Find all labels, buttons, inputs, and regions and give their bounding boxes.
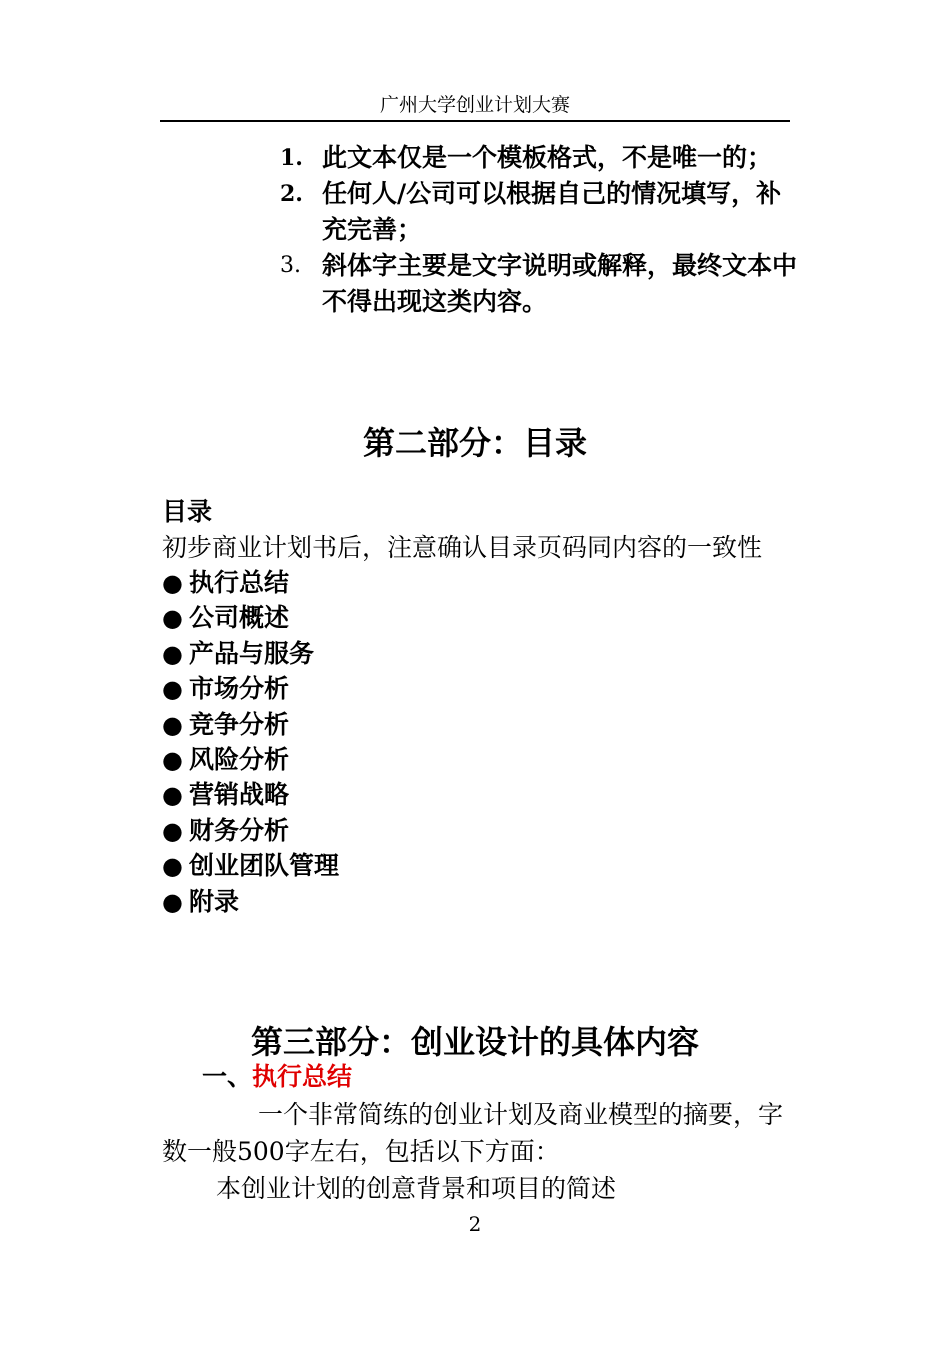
part3-title: 第三部分：创业设计的具体内容 — [250, 1023, 699, 1061]
toc-item-label: 公司概述 — [189, 603, 290, 633]
section-heading — [202, 1060, 352, 1094]
toc-item — [162, 671, 802, 706]
part2-title: 第二部分：目录 — [362, 424, 587, 462]
paragraph: 一个非常简练的创业计划及商业模型的摘要，字数一般500字左右，包括以下方面： — [162, 1100, 784, 1166]
paragraph: 本创业计划的创意背景和项目的简述 — [216, 1174, 617, 1203]
toc-item-label: 创业团队管理 — [189, 851, 340, 881]
toc-item-label: 执行总结 — [189, 568, 290, 597]
toc-item-label: 产品与服务 — [189, 638, 315, 668]
bullet-icon: ● — [162, 851, 183, 881]
note-number: 3. — [280, 253, 301, 278]
toc-title: 目录 — [162, 497, 213, 526]
toc-item-label: 营销战略 — [189, 780, 290, 810]
bullet-icon: ● — [162, 815, 183, 845]
body-text — [162, 1096, 792, 1207]
note-text: 斜体字主要是文字说明或解释，最终文本中不得出现这类内容。 — [322, 251, 798, 316]
toc-item — [162, 884, 802, 919]
bullet-icon: ● — [162, 568, 183, 597]
bullet-icon: ● — [162, 780, 183, 810]
note-number: 2. — [280, 181, 303, 207]
toc-item — [162, 565, 802, 600]
toc-item — [162, 742, 802, 777]
page-header — [160, 90, 790, 122]
toc-item — [162, 848, 802, 883]
toc-item — [162, 707, 802, 742]
toc-item-label: 财务分析 — [189, 815, 290, 845]
toc-item-label: 市场分析 — [189, 674, 290, 704]
template-notes — [280, 140, 800, 320]
section-title-executive-summary: 执行总结 — [252, 1062, 353, 1091]
bullet-icon: ● — [162, 674, 183, 704]
toc-item-label: 风险分析 — [189, 745, 290, 775]
section-prefix: 一、 — [202, 1062, 253, 1091]
header-title: 广州大学创业计划大赛 — [379, 94, 570, 116]
toc-item — [162, 777, 802, 812]
page-number: 2 — [468, 1212, 482, 1236]
note-item — [280, 176, 800, 248]
bullet-icon: ● — [162, 886, 183, 916]
note-item — [280, 248, 800, 320]
table-of-contents — [162, 494, 802, 919]
note-item — [280, 140, 800, 176]
toc-item — [162, 636, 802, 671]
note-text: 任何人/公司可以根据自己的情况填写，补充完善； — [322, 179, 782, 244]
note-number: 1. — [280, 145, 303, 171]
toc-item — [162, 813, 802, 848]
bullet-icon: ● — [162, 745, 183, 775]
toc-item-label: 竞争分析 — [189, 709, 290, 739]
bullet-icon: ● — [162, 603, 183, 633]
toc-note: 初步商业计划书后，注意确认目录页码同内容的一致性 — [162, 533, 763, 562]
toc-list — [162, 565, 802, 919]
note-text: 此文本仅是一个模板格式，不是唯一的； — [322, 143, 773, 172]
toc-item-label: 附录 — [189, 886, 240, 916]
toc-item — [162, 600, 802, 635]
bullet-icon: ● — [162, 638, 183, 668]
bullet-icon: ● — [162, 709, 183, 739]
